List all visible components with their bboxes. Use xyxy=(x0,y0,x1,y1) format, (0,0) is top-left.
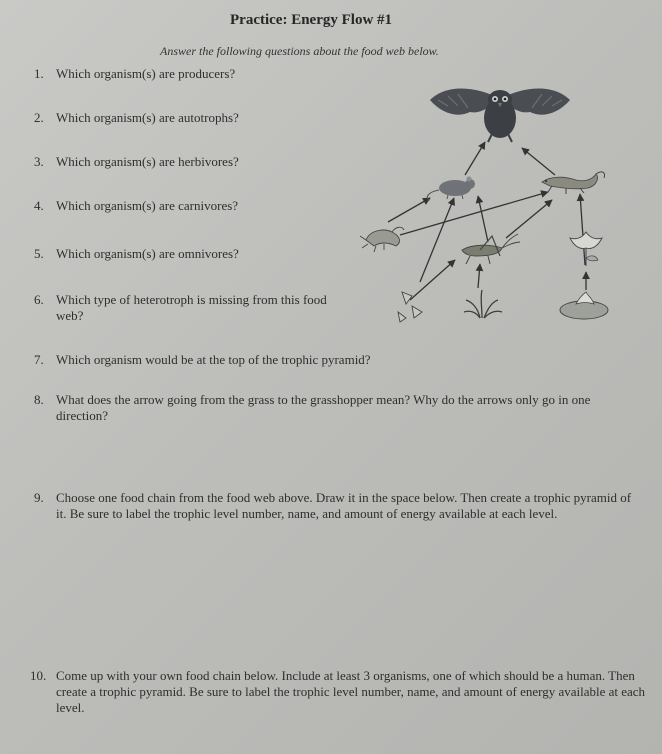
arrow-grass-to-grasshopper xyxy=(478,264,480,288)
question-number: 9. xyxy=(34,490,44,505)
grass-icon xyxy=(464,290,502,318)
question-number: 7. xyxy=(34,352,44,367)
question-text: Come up with your own food chain below. Include at least 3 organisms, one of which should be a human. Then create a trophic pyramid. Be sure to label the trophic level number, name, and amount of energy available at each level. xyxy=(56,668,646,715)
question-number: 3. xyxy=(34,154,44,169)
worksheet-title: Practice: Energy Flow #1 xyxy=(230,12,393,28)
flower-icon xyxy=(570,232,602,266)
arrow-mouse-to-owl xyxy=(465,142,485,175)
question-text: Which organism would be at the top of the trophic pyramid? xyxy=(56,352,371,367)
grasshopper-icon xyxy=(462,234,520,264)
question-number: 1. xyxy=(34,66,44,81)
lily-pad-icon xyxy=(560,292,608,319)
question-number: 6. xyxy=(34,292,44,307)
question-number: 4. xyxy=(34,198,44,213)
food-web-arrows xyxy=(388,142,586,300)
question-text: What does the arrow going from the grass to the grasshopper mean? Why do the arrows only go in one direction? xyxy=(56,392,591,423)
arrow-flower-to-lizard xyxy=(580,194,585,265)
worksheet-instructions: Answer the following questions about the food web below. xyxy=(160,44,439,58)
question-text: Which organism(s) are autotrophs? xyxy=(56,110,239,125)
arrow-shrimp-to-mouse xyxy=(388,198,430,222)
shrimp-icon xyxy=(360,227,404,252)
question-text: Which organism(s) are producers? xyxy=(56,66,236,81)
question-number: 10. xyxy=(30,668,47,683)
arrow-shrimp-to-lizard xyxy=(400,192,548,235)
arrow-grasshopper-to-lizard xyxy=(506,200,552,238)
question-text: Choose one food chain from the food web above. Draw it in the space below. Then create a trophic pyramid of it. Be sure to label the trophic level number, name, and amount of energy available at each level. xyxy=(56,490,632,521)
arrow-seeds-to-grasshopper xyxy=(410,260,455,300)
question-text: Which organism(s) are omnivores? xyxy=(56,246,239,261)
arrow-grasshopper-to-mouse xyxy=(478,196,488,242)
owl-icon xyxy=(430,88,570,142)
question-number: 2. xyxy=(34,110,44,125)
question-text: Which type of heterotroph is missing from this food web? xyxy=(56,292,327,323)
food-web-diagram xyxy=(330,60,662,340)
arrow-lizard-to-owl xyxy=(522,148,555,175)
seeds-icon xyxy=(398,292,422,322)
mouse-icon xyxy=(427,177,475,201)
arrow-seeds-to-mouse xyxy=(420,198,454,282)
question-number: 5. xyxy=(34,246,44,261)
question-text: Which organism(s) are herbivores? xyxy=(56,154,239,169)
question-number: 8. xyxy=(34,392,44,407)
lizard-icon xyxy=(542,172,605,194)
question-text: Which organism(s) are carnivores? xyxy=(56,198,239,213)
